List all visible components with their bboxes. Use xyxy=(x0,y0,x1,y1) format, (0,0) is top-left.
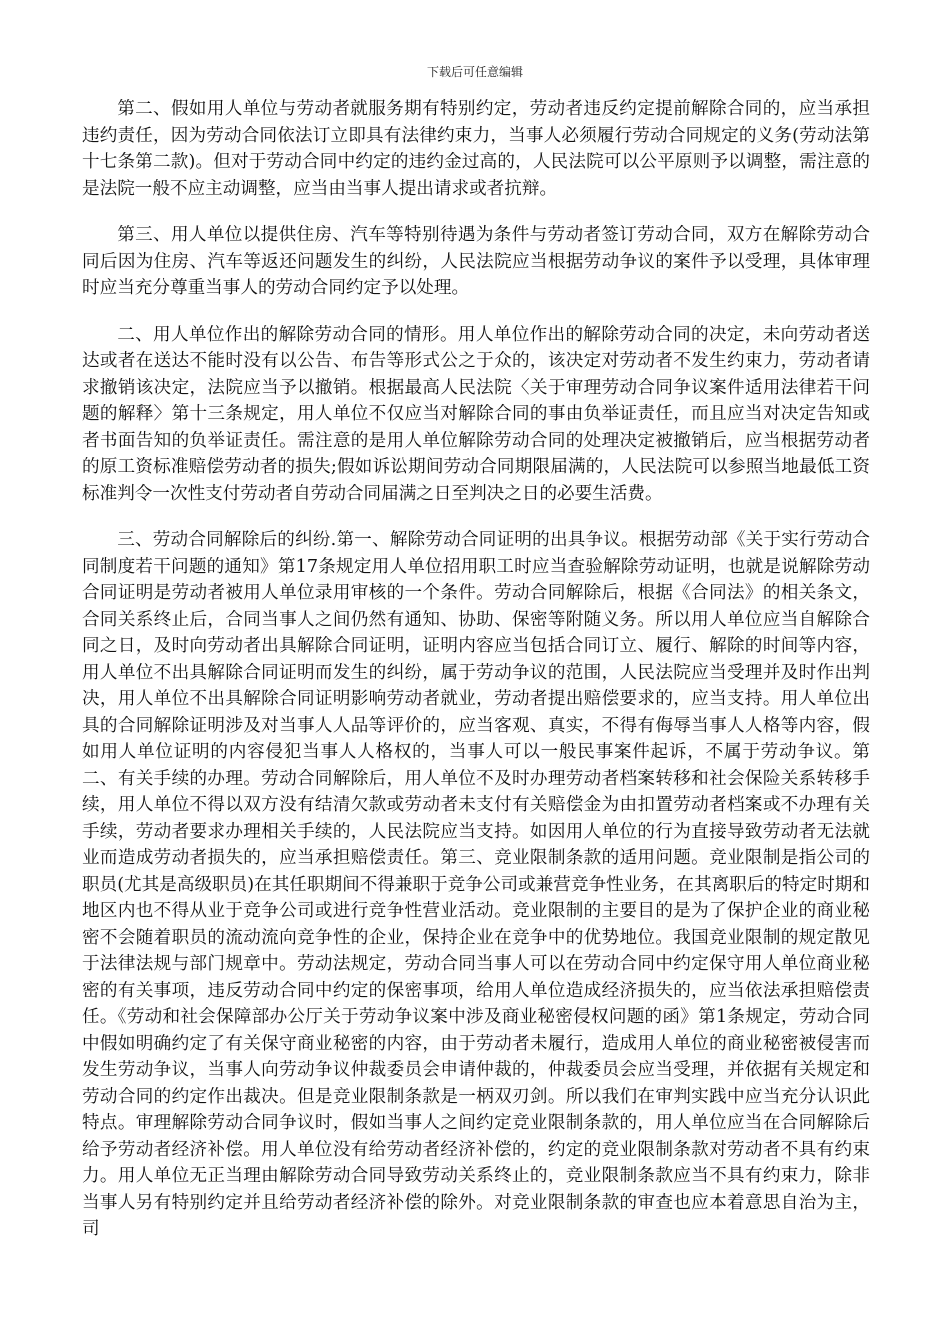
paragraph-post-termination-disputes: 三、劳动合同解除后的纠纷.第一、解除劳动合同证明的出具争议。根据劳动部《关于实行劳动合同制度若干问题的通知》第17条规定用人单位招用职工时应当查验解除劳动证明，也就是说解除劳动合同证明是劳动者被用人单位录用审核的一个条件。劳动合同解除后，根据《合同法》的相关条文，合同关系终止后，合同当事人之间仍然有通知、协助、保密等附随义务。所以用人单位应当自解除合同之日，及时向劳动者出具解除合同证明，证明内容应当包括合同订立、履行、解除的时间等内容，用人单位不出具解除合同证明而发生的纠纷，属于劳动争议的范围，人民法院应当受理并及时作出判决，用人单位不出具解除合同证明影响劳动者就业，劳动者提出赔偿要求的，应当支持。用人单位出具的合同解除证明涉及对当事人人品等评价的，应当客观、真实，不得有侮辱当事人人格等内容，假如用人单位证明的内容侵犯当事人人格权的，当事人可以一般民事案件起诉，不属于劳动争议。第二、有关手续的办理。劳动合同解除后，用人单位不及时办理劳动者档案转移和社会保险关系转移手续，用人单位不得以双方没有结清欠款或劳动者未支付有关赔偿金为由扣置劳动者档案或不办理有关手续，劳动者要求办理相关手续的，人民法院应当支持。如因用人单位的行为直接导致劳动者无法就业而造成劳动者损失的，应当承担赔偿责任。第三、竞业限制条款的适用问题。竞业限制是指公司的职员(尤其是高级职员)在其任职期间不得兼职于竞争公司或兼营竞争性业务，在其离职后的特定时期和地区内也不得从业于竞争公司或进行竞争性营业活动。竞业限制的主要目的是为了保护企业的商业秘密不会随着职员的流动流向竞争性的企业，保持企业在竞争中的优势地位。我国竞业限制的规定散见于法律法规与部门规章中。劳动法规定，劳动合同当事人可以在劳动合同中约定保守用人单位商业秘密的有关事项，违反劳动合同中约定的保密事项，给用人单位造成经济损失的，应当依法承担赔偿责任。《劳动和社会保障部办公厅关于劳动争议案中涉及商业秘密侵权问题的函》第1条规定，劳动合同中假如明确约定了有关保守商业秘密的内容，由于劳动者未履行，造成用人单位的商业秘密被侵害而发生劳动争议，当事人向劳动争议仲裁委员会申请仲裁的，仲裁委员会应当受理，并依据有关规定和劳动合同的约定作出裁决。但是竞业限制条款是一柄双刃剑。所以我们在审判实践中应当充分认识此特点。审理解除劳动合同争议时，假如当事人之间约定竞业限制条款的，用人单位应当在合同解除后给予劳动者经济补偿。用人单位没有给劳动者经济补偿的，约定的竞业限制条款对劳动者不具有约束力。用人单位无正当理由解除劳动合同导致劳动关系终止的，竞业限制条款应当不具有约束力，除非当事人另有特别约定并且给劳动者经济补偿的除外。对竞业限制条款的审查也应本着意思自治为主，司 xyxy=(82,530,870,1239)
paragraph-employer-termination: 二、用人单位作出的解除劳动合同的情形。用人单位作出的解除劳动合同的决定，未向劳动者送达或者在送达不能时没有以公告、布告等形式公之于众的，该决定对劳动者不发生约束力，劳动者请求撤销该决定，法院应当予以撤销。根据最高人民法院〈关于审理劳动合同争议案件适用法律若干问题的解释〉第十三条规定，用人单位不仅应当对解除合同的事由负举证责任，而且应当对决定告知或者书面告知的负举证责任。需注意的是用人单位解除劳动合同的处理决定被撤销后，应当根据劳动者的原工资标准赔偿劳动者的损失;假如诉讼期间劳动合同期限届满的，人民法院可以参照当地最低工资标准判令一次性支付劳动者自劳动合同届满之日至判决之日的必要生活费。 xyxy=(82,324,870,504)
document-body xyxy=(82,96,870,1263)
paragraph-third-special-treatment: 第三、用人单位以提供住房、汽车等特别待遇为条件与劳动者签订劳动合同，双方在解除劳动合同后因为住房、汽车等返还问题发生的纠纷，人民法院应当根据劳动争议的案件予以受理，具体审理时应当充分尊重当事人的劳动合同约定予以处理。 xyxy=(82,225,870,298)
paragraph-second-service-period: 第二、假如用人单位与劳动者就服务期有特别约定，劳动者违反约定提前解除合同的，应当承担违约责任，因为劳动合同依法订立即具有法律约束力，当事人必须履行劳动合同规定的义务(劳动法第十七条第二款)。但对于劳动合同中约定的违约金过高的，人民法院可以公平原则予以调整，需注意的是法院一般不应主动调整，应当由当事人提出请求或者抗辩。 xyxy=(82,99,870,199)
page-header: 下载后可任意编辑 xyxy=(426,65,523,79)
